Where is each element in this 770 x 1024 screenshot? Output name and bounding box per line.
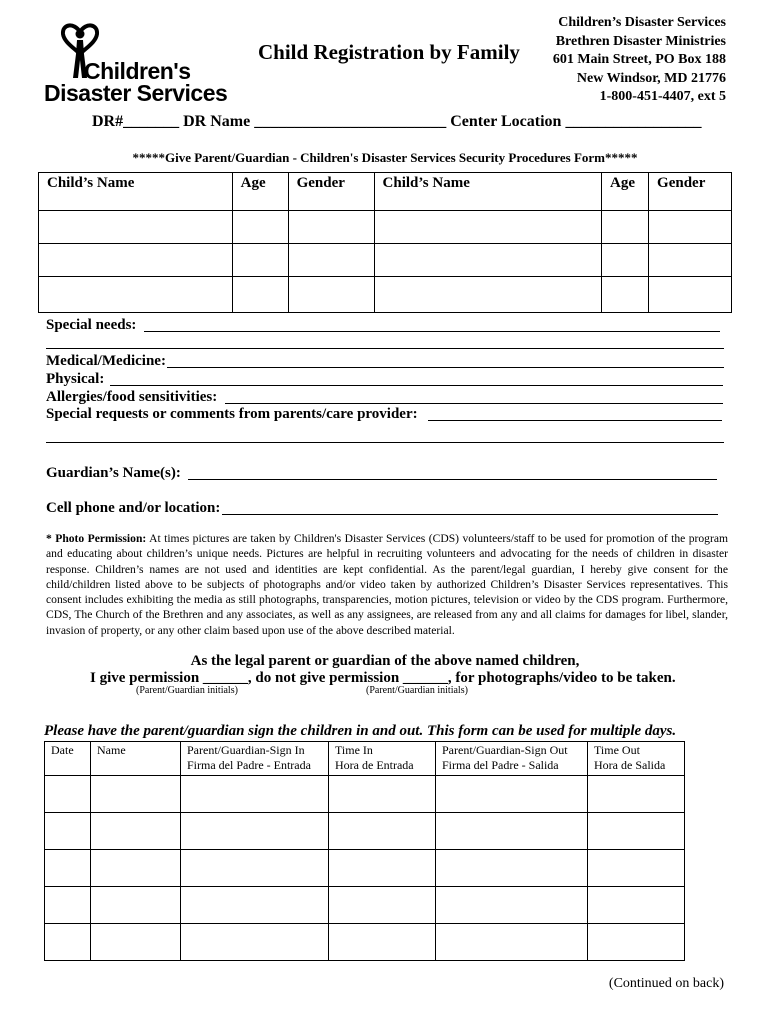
time-out-cell[interactable] [588, 776, 685, 813]
col-header-time-in: Time In Hora de Entrada [329, 742, 436, 776]
col-header-sign-out: Parent/Guardian-Sign Out Firma del Padre - Salida [436, 742, 588, 776]
col-header-sign-in: Parent/Guardian-Sign In Firma del Padre - Entrada [181, 742, 329, 776]
children-table [38, 172, 732, 313]
cell-phone-line[interactable] [222, 514, 718, 515]
child-name-cell[interactable] [39, 244, 233, 277]
sign-in-cell[interactable] [181, 813, 329, 850]
gender-cell[interactable] [288, 211, 374, 244]
col-header-name: Name [91, 742, 181, 776]
address-line: Children’s Disaster Services [558, 15, 726, 30]
name-cell[interactable] [91, 887, 181, 924]
col-header-age: Age [602, 173, 649, 211]
gender-cell[interactable] [288, 277, 374, 313]
table-row [45, 887, 685, 924]
signin-instructions: Please have the parent/guardian sign the children in and out. This form can be used for multiple days. [44, 723, 677, 739]
gender-cell[interactable] [288, 244, 374, 277]
table-row [45, 850, 685, 887]
allergies-label: Allergies/food sensitivities: [46, 389, 218, 405]
photo-permission-text [46, 531, 728, 638]
age-cell[interactable] [602, 211, 649, 244]
name-cell[interactable] [91, 924, 181, 961]
gender-cell[interactable] [649, 244, 732, 277]
age-cell[interactable] [602, 277, 649, 313]
logo-text-line1: Children's [84, 58, 191, 84]
child-name-cell[interactable] [374, 277, 602, 313]
address-line: 1-800-451-4407, ext 5 [599, 89, 726, 104]
form-title: Child Registration by Family [258, 40, 520, 64]
special-requests-line[interactable] [428, 420, 722, 421]
sign-out-cell[interactable] [436, 924, 588, 961]
date-cell[interactable] [45, 776, 91, 813]
initials-label-deny: (Parent/Guardian initials) [366, 685, 468, 696]
col-header-child-name: Child’s Name [374, 173, 602, 211]
address-line: Brethren Disaster Ministries [555, 33, 726, 49]
photo-permission-label: * Photo Permission: [46, 532, 147, 545]
child-name-cell[interactable] [39, 211, 233, 244]
time-in-cell[interactable] [329, 813, 436, 850]
col-header-age: Age [232, 173, 288, 211]
table-row [45, 813, 685, 850]
name-cell[interactable] [91, 776, 181, 813]
consent-line-2[interactable]: I give permission ______, do not give permission ______, for photographs/video to be taken. [90, 670, 676, 686]
age-cell[interactable] [232, 211, 288, 244]
age-cell[interactable] [602, 244, 649, 277]
photo-permission-body: At times pictures are taken by Children's Disaster Services (CDS) volunteers/staff to be used for promotion of the program and educating about children’s unique needs. Pictures are helpful in recruiting volunteers and advocating for the needs of children in disaster response. Children’s names are not used and identities are kept confidential. As the parent/legal guardian, I hereby give consent for the child/children listed above to be subjects of photographs and/or video taken by authorized Children’s Disaster Services representatives. This consent includes exhibiting the media as still photographs, transparencies, motion pictures, television or video by the CDS program. Furthermore, CDS, The Church of the Brethren and any associates, as well as any assignees, are released from any and all claims for damages for libel, slander, invasion of property, or any other claim based upon use of the above described material. [46, 532, 728, 637]
child-name-cell[interactable] [374, 244, 602, 277]
initials-label-give: (Parent/Guardian initials) [136, 685, 238, 696]
signin-table-header [45, 742, 685, 776]
col-header-time-out: Time Out Hora de Salida [588, 742, 685, 776]
special-requests-label: Special requests or comments from parents/care provider: [46, 406, 418, 422]
time-in-cell[interactable] [329, 887, 436, 924]
physical-line[interactable] [110, 385, 723, 386]
sign-in-cell[interactable] [181, 776, 329, 813]
medical-label: Medical/Medicine: [46, 353, 166, 369]
time-in-cell[interactable] [329, 776, 436, 813]
signin-table [44, 741, 685, 961]
table-row [39, 211, 732, 244]
time-out-cell[interactable] [588, 887, 685, 924]
sign-out-cell[interactable] [436, 776, 588, 813]
date-cell[interactable] [45, 887, 91, 924]
special-requests-line-2[interactable] [46, 442, 724, 443]
dr-info-line[interactable]: DR#_______ DR Name ________________________ Center Location _________________ [92, 113, 702, 130]
time-out-cell[interactable] [588, 813, 685, 850]
medical-line[interactable] [167, 367, 724, 368]
children-table-header [39, 173, 732, 211]
physical-label: Physical: [46, 371, 105, 387]
name-cell[interactable] [91, 850, 181, 887]
special-needs-line-2[interactable] [46, 348, 724, 349]
gender-cell[interactable] [649, 277, 732, 313]
guardian-names-line[interactable] [188, 479, 717, 480]
time-out-cell[interactable] [588, 850, 685, 887]
age-cell[interactable] [232, 277, 288, 313]
age-cell[interactable] [232, 244, 288, 277]
special-needs-label: Special needs: [46, 317, 137, 333]
sign-in-cell[interactable] [181, 887, 329, 924]
logo-text-line2: Disaster Services [44, 80, 228, 106]
col-header-gender: Gender [288, 173, 374, 211]
col-header-date: Date [45, 742, 91, 776]
date-cell[interactable] [45, 924, 91, 961]
col-header-child-name: Child’s Name [39, 173, 233, 211]
gender-cell[interactable] [649, 211, 732, 244]
name-cell[interactable] [91, 813, 181, 850]
table-row [39, 244, 732, 277]
sign-out-cell[interactable] [436, 887, 588, 924]
table-row [39, 277, 732, 313]
security-procedures-note: *****Give Parent/Guardian - Children's Disaster Services Security Procedures Form***** [132, 150, 638, 165]
sign-out-cell[interactable] [436, 813, 588, 850]
continued-on-back: (Continued on back) [608, 976, 724, 991]
sign-in-cell[interactable] [181, 924, 329, 961]
sign-in-cell[interactable] [181, 850, 329, 887]
time-out-cell[interactable] [588, 924, 685, 961]
child-name-cell[interactable] [39, 277, 233, 313]
org-address [553, 14, 726, 107]
sign-out-cell[interactable] [436, 850, 588, 887]
cds-logo [44, 20, 229, 106]
date-cell[interactable] [45, 813, 91, 850]
child-name-cell[interactable] [374, 211, 602, 244]
address-line: 601 Main Street, PO Box 188 [552, 52, 726, 67]
time-in-cell[interactable] [329, 924, 436, 961]
col-header-gender: Gender [649, 173, 732, 211]
time-in-cell[interactable] [329, 850, 436, 887]
table-row [45, 924, 685, 961]
guardian-names-label: Guardian’s Name(s): [46, 465, 181, 481]
address-line: New Windsor, MD 21776 [576, 70, 726, 86]
special-needs-line[interactable] [144, 331, 720, 332]
consent-line-1: As the legal parent or guardian of the above named children, [190, 653, 580, 669]
allergies-line[interactable] [225, 403, 723, 404]
table-row [45, 776, 685, 813]
cell-phone-label: Cell phone and/or location: [46, 500, 221, 516]
date-cell[interactable] [45, 850, 91, 887]
